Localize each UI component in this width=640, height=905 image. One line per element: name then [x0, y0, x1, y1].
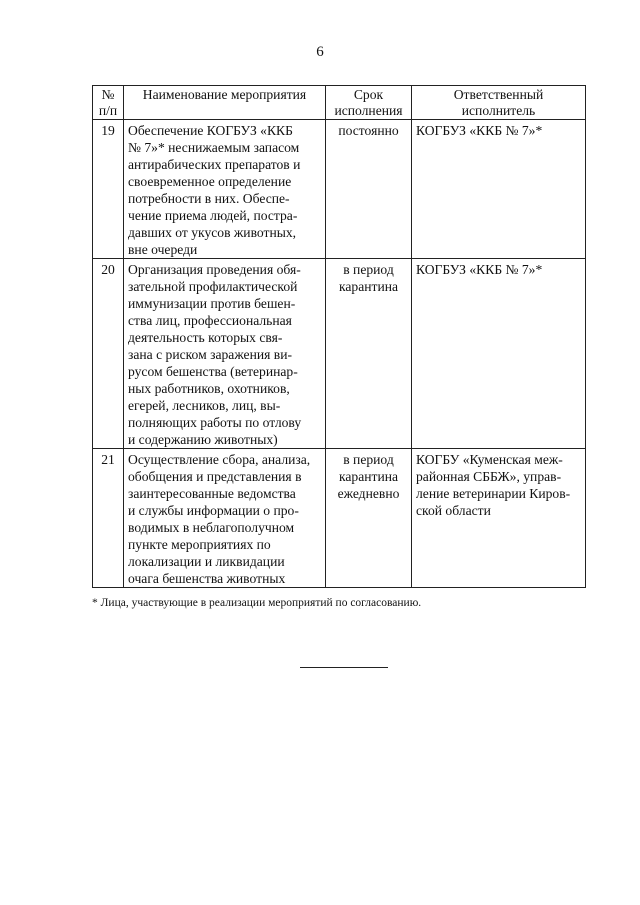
responsible-executor — [412, 120, 586, 259]
footnote: * Лица, участвующие в реализации мероприятий по согласованию. — [92, 597, 422, 609]
row-number: 19 — [93, 120, 124, 259]
table-header-row — [93, 86, 586, 120]
header-number-line-2: п/п — [98, 103, 118, 118]
header-measure-name-line-1: Наименование мероприятия — [142, 87, 307, 102]
header-number-line-1: № — [101, 87, 115, 102]
page-number: 6 — [316, 44, 324, 60]
measure-name-line: локализации и ликвидации — [128, 554, 285, 569]
measure-name-line: Обеспечение КОГБУЗ «ККБ — [128, 123, 293, 138]
measure-name-line: ных работников, охотников, — [128, 381, 290, 396]
measure-name-line: вне очереди — [128, 242, 198, 257]
measure-name — [124, 449, 326, 588]
measure-name-line: егерей, лесников, лиц, вы- — [128, 398, 281, 413]
header-deadline-line-1: Срок — [353, 87, 384, 102]
table-row — [93, 259, 586, 449]
header-number — [93, 86, 124, 120]
measure-name-line: ства лиц, профессиональная — [128, 313, 292, 328]
responsible-executor — [412, 449, 586, 588]
end-divider — [300, 667, 388, 668]
measure-name-line: Организация проведения обя- — [128, 262, 301, 277]
measure-name-line: пункте мероприятиях по — [128, 537, 271, 552]
measure-name-line: потребности в них. Обеспе- — [128, 191, 290, 206]
responsible-executor — [412, 259, 586, 449]
deadline-line: карантина — [338, 469, 399, 484]
measure-name-line: очага бешенства животных — [128, 571, 286, 586]
table-row — [93, 449, 586, 588]
measure-name-line: давших от укусов животных, — [128, 225, 297, 240]
measure-name-line: № 7»* неснижаемым запасом — [128, 140, 300, 155]
measure-name-line: и содержанию животных) — [128, 432, 278, 447]
deadline-line: постоянно — [338, 123, 399, 138]
responsible-line: районная СББЖ», управ- — [416, 469, 562, 484]
header-responsible — [412, 86, 586, 120]
header-responsible-line-2: исполнитель — [461, 103, 536, 118]
measure-name-line: деятельность которых свя- — [128, 330, 283, 345]
row-number: 20 — [93, 259, 124, 449]
measure-name-line: русом бешенства (ветеринар- — [128, 364, 298, 379]
deadline — [326, 449, 412, 588]
header-responsible-line-1: Ответственный — [453, 87, 544, 102]
measure-name-line: антирабических препаратов и — [128, 157, 301, 172]
measure-name-line: иммунизации против бешен- — [128, 296, 296, 311]
responsible-line: КОГБУЗ «ККБ № 7»* — [416, 123, 543, 138]
measure-name — [124, 259, 326, 449]
responsible-line: ской области — [416, 503, 491, 518]
measure-name-line: зательной профилактической — [128, 279, 298, 294]
header-deadline — [326, 86, 412, 120]
measure-name-line: зана с риском заражения ви- — [128, 347, 293, 362]
header-measure-name — [124, 86, 326, 120]
deadline-line: ежедневно — [337, 486, 400, 501]
responsible-line: КОГБУ «Куменская меж- — [416, 452, 563, 467]
measure-name-line: чение приема людей, постра- — [128, 208, 298, 223]
measure-name-line: полняющих работы по отлову — [128, 415, 302, 430]
deadline — [326, 120, 412, 259]
deadline-line: карантина — [338, 279, 399, 294]
measure-name-line: Осуществление сбора, анализа, — [128, 452, 311, 467]
deadline-line: в период — [343, 262, 394, 277]
measure-name-line: и службы информации о про- — [128, 503, 299, 518]
measure-name-line: заинтересованные ведомства — [128, 486, 296, 501]
table-row — [93, 120, 586, 259]
measure-name-line: своевременное определение — [128, 174, 292, 189]
deadline — [326, 259, 412, 449]
row-number: 21 — [93, 449, 124, 588]
measure-name-line: обобщения и представления в — [128, 469, 302, 484]
measures-table — [92, 85, 586, 588]
responsible-line: КОГБУЗ «ККБ № 7»* — [416, 262, 543, 277]
measure-name — [124, 120, 326, 259]
header-deadline-line-2: исполнения — [334, 103, 403, 118]
measure-name-line: водимых в неблагополучном — [128, 520, 295, 535]
deadline-line: в период — [343, 452, 394, 467]
responsible-line: ление ветеринарии Киров- — [416, 486, 571, 501]
